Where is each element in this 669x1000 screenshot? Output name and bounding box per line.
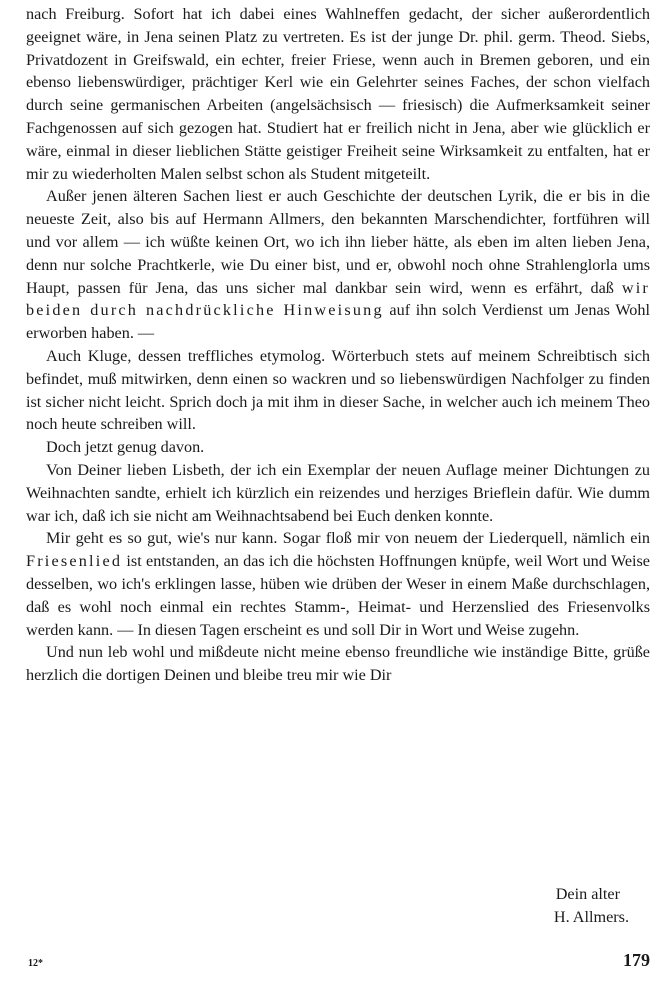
paragraph-text: Von Deiner lieben Lisbeth, der ich ein Exemplar der neuen Auflage meiner Dichtungen zu Weihnachten sandte, erhielt ich kürzlich ein reizendes und herziges Brieflein dafür. Wie dumm war ich, daß ich sie nicht am Weihnachtsabend bei Euch denken konnte.	[26, 460, 650, 525]
paragraph-6	[26, 527, 650, 641]
closing-greeting: Dein alter	[555, 885, 620, 903]
paragraph-text: nach Freiburg. Sofort hat ich dabei eines Wahlneffen gedacht, der sicher außerordentlich geeignet wäre, in Jena seinen Platz zu vertreten. Es ist der junge Dr. phil. germ. Theod. Siebs, Privatdozent in Greifswald, ein echter, freier Friese, wenn auch in Bremen geboren, und ein ebenso liebenswürdiger, prächtiger Kerl wie ein Gelehrter seines Faches, der schon vielfach durch seine germanischen Arbeiten (angelsächsisch — friesisch) die Aufmerksamkeit seiner Fachgenossen auf sich gezogen hat. Studiert hat er freilich nicht in Jena, aber wie glücklich er wäre, einmal in dieser lieblichen Stätte geistiger Freiheit seine Wirksamkeit zu entfalten, hat er mir zu wiederholten Malen selbst schon als Student mitgeteilt.	[26, 5, 650, 183]
paragraph-2	[26, 185, 650, 345]
paragraph-1	[26, 3, 650, 185]
emphasized-text: Friesenlied	[26, 552, 123, 571]
paragraph-text: ist entstanden, an das ich die höchsten Hoffnungen knüpfe, weil Wort und Weise desselben, wo ich's erklingen lasse, hüben wie drüben der Weser in einem Maße durchschlagen, daß es wohl noch einmal ein rechtes Stamm-, Heimat- und Herzenslied des Friesenvolks werden kann. — In diesen Tagen erscheint es und soll Dir in Wort und Weise zugehn.	[26, 552, 650, 639]
paragraph-text: Doch jetzt genug davon.	[46, 438, 205, 457]
paragraph-text: Mir geht es so gut, wie's nur kann. Sogar floß mir von neuem der Liederquell, nämlich ein	[46, 529, 650, 548]
paragraph-text: Auch Kluge, dessen treffliches etymolog. Wörterbuch stets auf meinem Schreibtisch sich befindet, muß mitwirken, denn einen so wackren und so liebenswürdigen Nachfolger zu finden ist sicher nicht leicht. Sprich doch ja mit ihm in dieser Sache, in welcher auch ich meinem Theo noch heute schreiben will.	[26, 346, 650, 434]
paragraph-7	[26, 641, 650, 687]
paragraph-3	[26, 345, 650, 436]
paragraph-text: Und nun leb wohl und mißdeute nicht meine ebenso freundliche wie inständige Bitte, grüße herzlich die dortigen Deinen und bleibe treu mir wie Dir	[26, 643, 650, 685]
paragraph-text: auf ihn solch Verdienst um Jenas Wohl erworben haben. —	[26, 301, 650, 343]
page-number: 179	[623, 950, 650, 970]
paragraph-5	[26, 459, 650, 527]
signature: H. Allmers.	[553, 908, 629, 926]
signature-mark: 12*	[28, 958, 43, 969]
emphasized-text: wir beiden durch nachdrückliche Hinweisung	[26, 278, 650, 320]
letter-body	[26, 3, 650, 687]
paragraph-4	[26, 436, 650, 459]
paragraph-text: Außer jenen älteren Sachen liest er auch Geschichte der deutschen Lyrik, die er bis in die neueste Zeit, also bis auf Hermann Allmers, den bekannten Marschendichter, fortführen will und vor allem — ich wüßte keinen Ort, wo ich ihn lieber hätte, als eben im alten lieben Jena, denn nur solche Prachtkerle, wie Du einer bist, und er, obwohl noch ohne Strahlenglorla ums Haupt, passen für Jena, das uns sicher mal dankbar sein wird, wenn es erfährt, daß	[26, 187, 650, 297]
